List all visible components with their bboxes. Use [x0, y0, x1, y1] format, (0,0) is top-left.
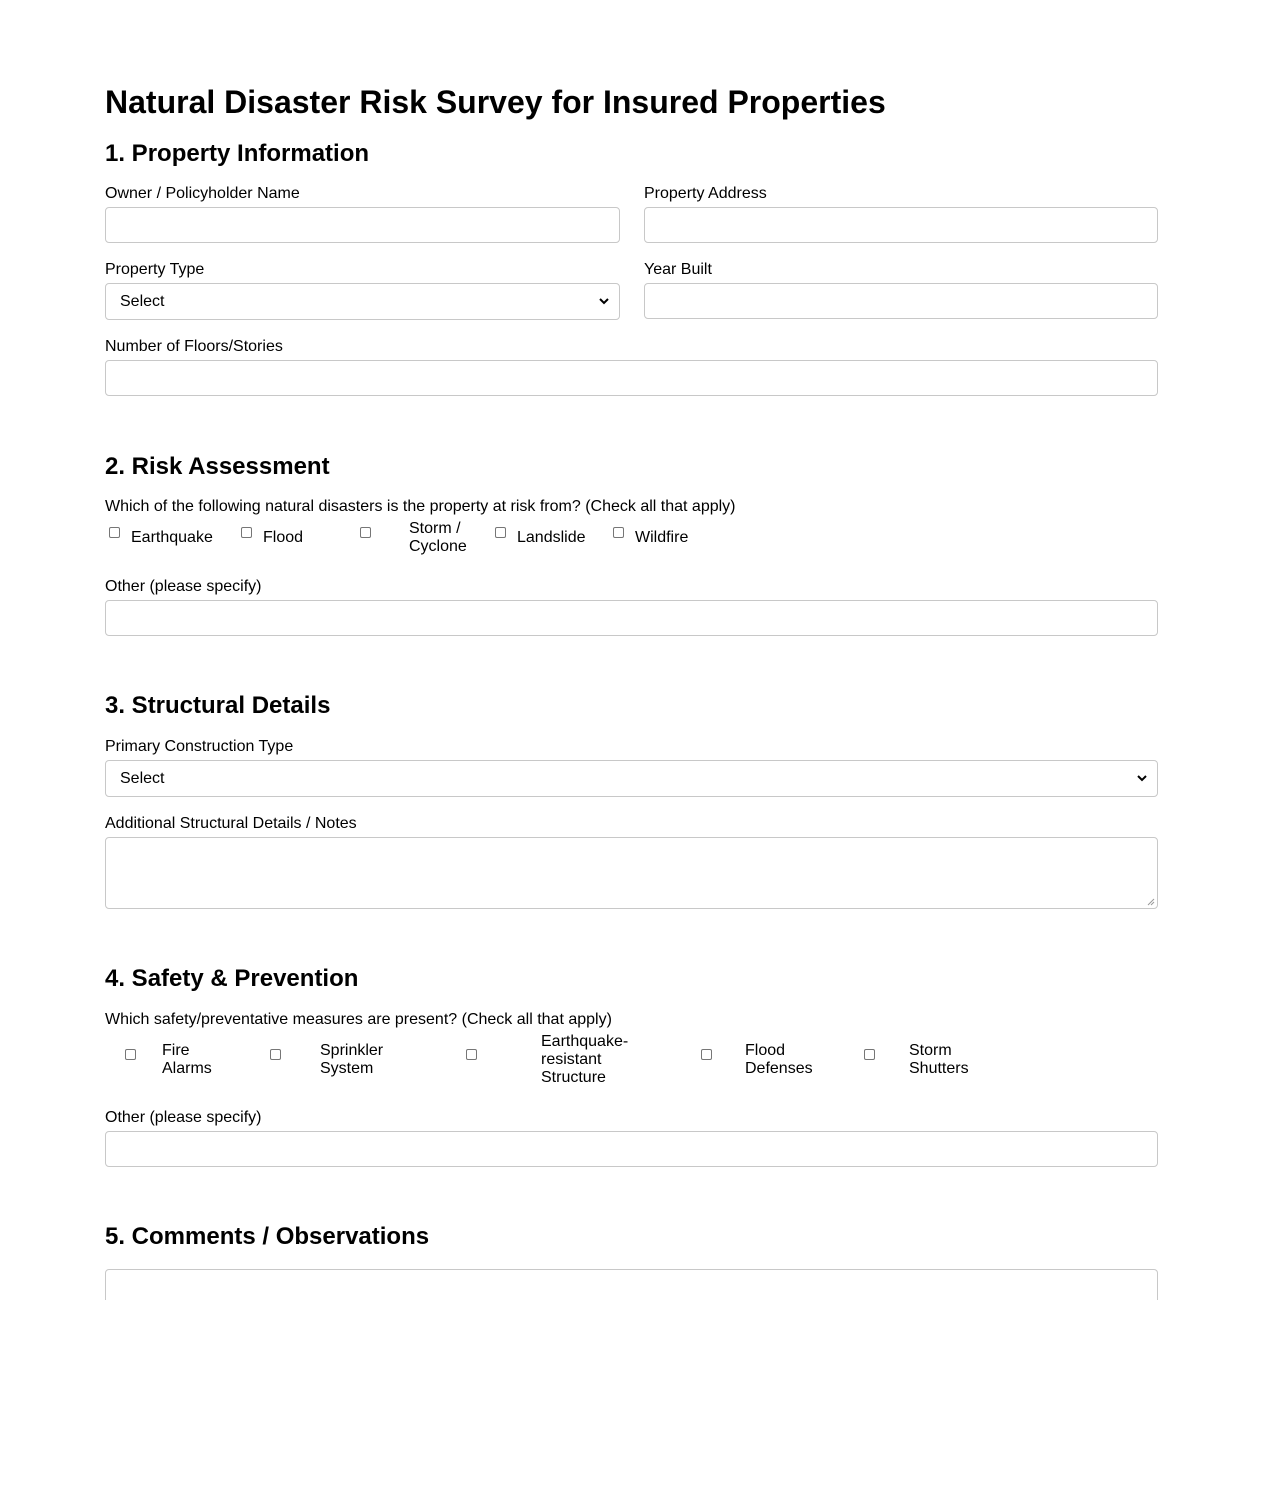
section-heading-safety-prevention: 4. Safety & Prevention: [105, 965, 359, 992]
earthquake-resistant-checkbox[interactable]: [466, 1049, 477, 1060]
sprinkler-system-label: Sprinkler System: [320, 1042, 384, 1077]
construction-type-label: Primary Construction Type: [105, 738, 294, 755]
owner-name-input[interactable]: [105, 207, 620, 243]
year-built-input[interactable]: [644, 283, 1158, 319]
safety-other-label: Other (please specify): [105, 1109, 262, 1126]
earthquake-resistant-label: Earthquake- resistant Structure: [541, 1033, 629, 1086]
resize-grip-icon[interactable]: [1147, 898, 1155, 906]
floors-input[interactable]: [105, 360, 1158, 396]
earthquake-label: Earthquake: [131, 529, 213, 546]
comments-textarea[interactable]: [105, 1269, 1158, 1300]
fire-alarms-label: Fire Alarms: [162, 1042, 212, 1077]
storm-shutters-label: Storm Shutters: [909, 1042, 969, 1077]
storm-cyclone-checkbox[interactable]: [360, 527, 371, 538]
property-type-selected-value: Select: [120, 293, 165, 310]
landslide-checkbox[interactable]: [495, 527, 506, 538]
property-address-label: Property Address: [644, 185, 767, 202]
chevron-down-icon: [599, 296, 609, 306]
flood-checkbox[interactable]: [241, 527, 252, 538]
landslide-label: Landslide: [517, 529, 586, 546]
flood-label: Flood: [263, 529, 304, 546]
property-type-label: Property Type: [105, 261, 205, 278]
sprinkler-system-checkbox[interactable]: [270, 1049, 281, 1060]
storm-shutters-checkbox[interactable]: [864, 1049, 875, 1060]
floors-label: Number of Floors/Stories: [105, 338, 283, 355]
section-heading-comments: 5. Comments / Observations: [105, 1223, 430, 1250]
safety-question: Which safety/preventative measures are present? (Check all that apply): [105, 1011, 612, 1028]
risk-question: Which of the following natural disasters is the property at risk from? (Check all that apply): [105, 498, 736, 515]
property-type-select[interactable]: [105, 283, 620, 320]
safety-other-input[interactable]: [105, 1131, 1158, 1167]
section-heading-structural-details: 3. Structural Details: [105, 692, 331, 719]
structural-notes-label: Additional Structural Details / Notes: [105, 815, 357, 832]
section-heading-risk-assessment: 2. Risk Assessment: [105, 453, 330, 480]
fire-alarms-checkbox[interactable]: [125, 1049, 136, 1060]
wildfire-checkbox[interactable]: [613, 527, 624, 538]
construction-type-selected-value: Select: [120, 770, 165, 787]
owner-name-label: Owner / Policyholder Name: [105, 185, 300, 202]
risk-other-label: Other (please specify): [105, 578, 262, 595]
construction-type-select[interactable]: [105, 760, 1158, 797]
property-address-input[interactable]: [644, 207, 1158, 243]
flood-defenses-label: Flood Defenses: [745, 1042, 813, 1077]
structural-notes-textarea[interactable]: [105, 837, 1158, 909]
risk-other-input[interactable]: [105, 600, 1158, 636]
storm-cyclone-label: Storm / Cyclone: [409, 520, 467, 555]
chevron-down-icon: [1137, 773, 1147, 783]
year-built-label: Year Built: [644, 261, 712, 278]
wildfire-label: Wildfire: [635, 529, 689, 546]
earthquake-checkbox[interactable]: [109, 527, 120, 538]
survey-form: [105, 0, 1158, 1300]
flood-defenses-checkbox[interactable]: [701, 1049, 712, 1060]
page-title: Natural Disaster Risk Survey for Insured Properties: [105, 84, 886, 120]
section-heading-property-information: 1. Property Information: [105, 140, 370, 167]
